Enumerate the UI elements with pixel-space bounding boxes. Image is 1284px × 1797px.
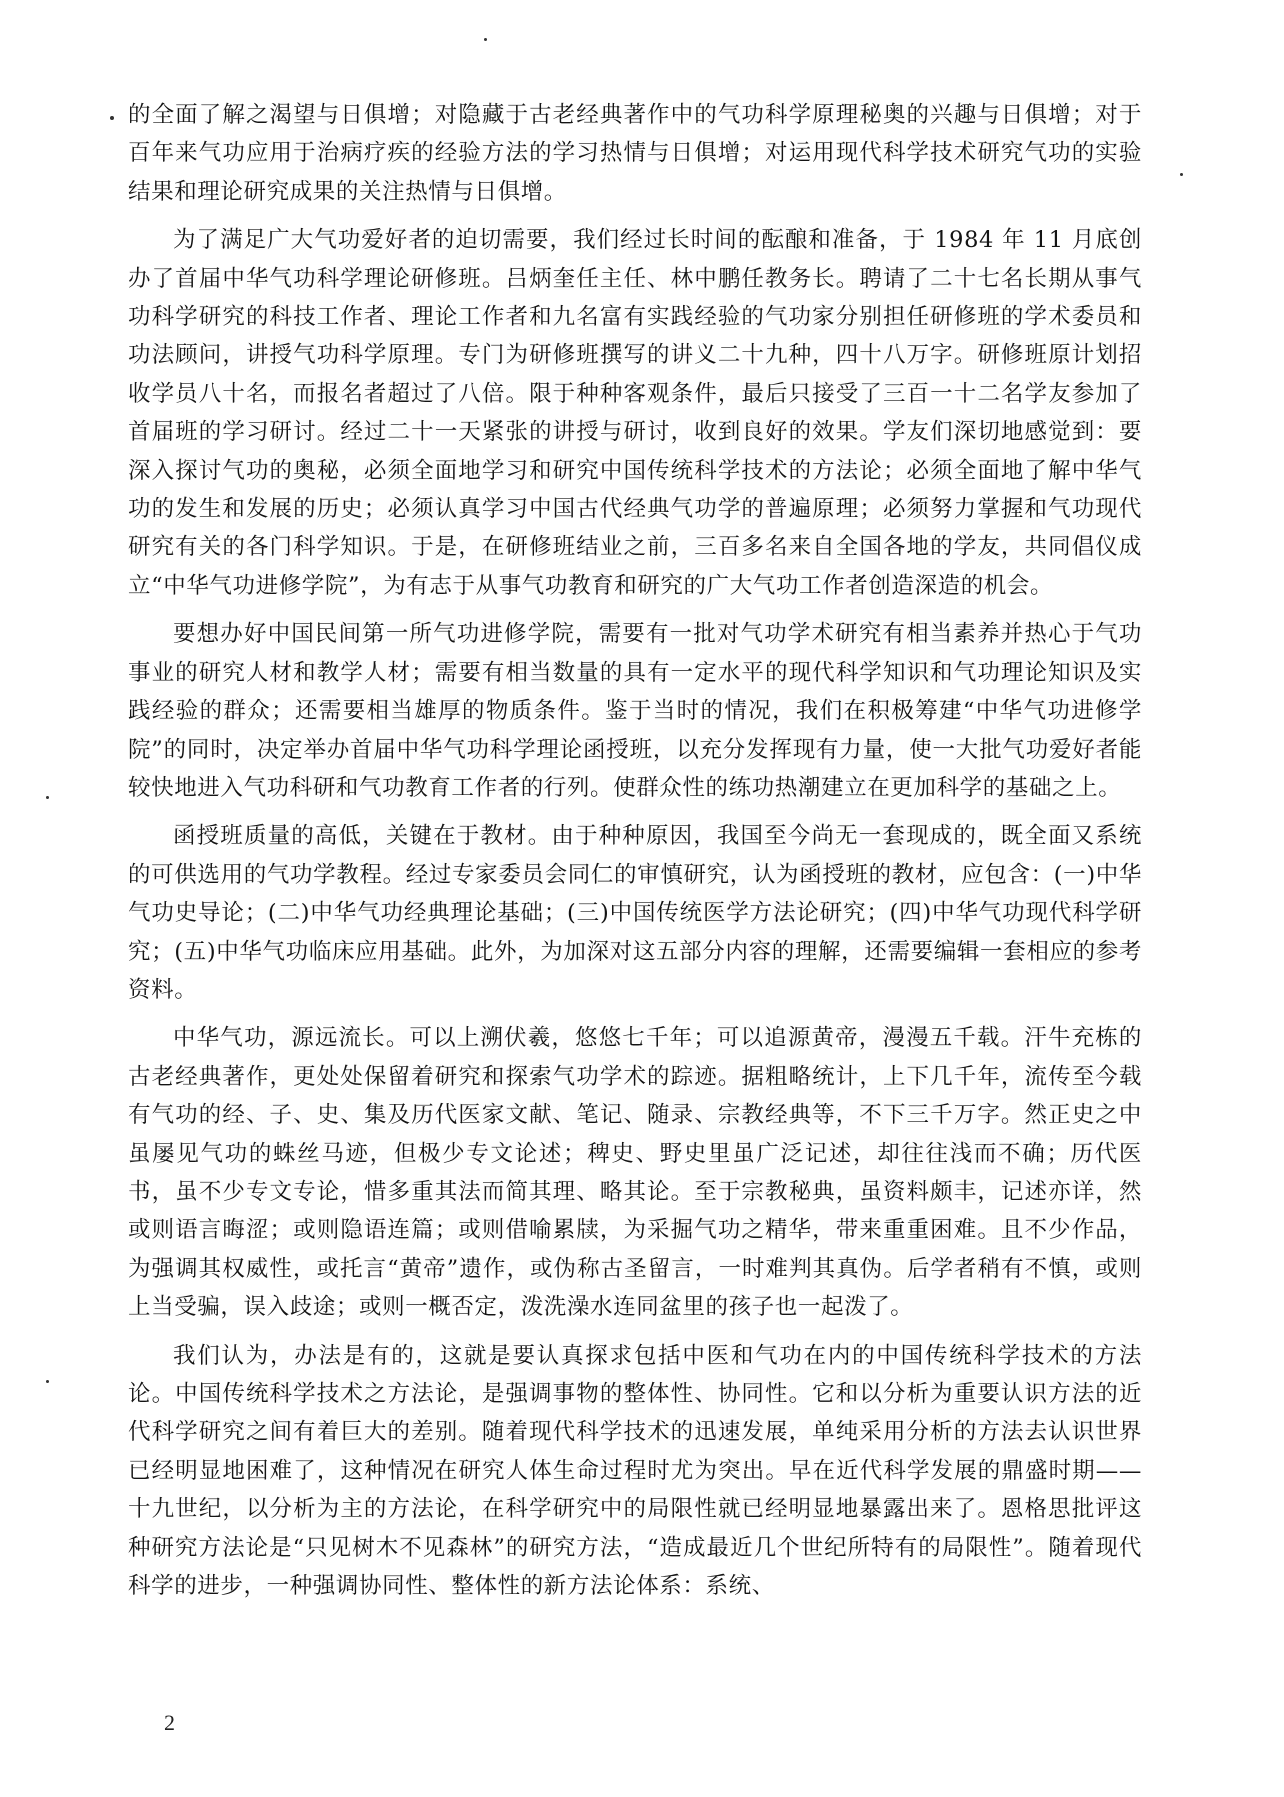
page-body: [128, 96, 1142, 1615]
scan-speck: [46, 1380, 49, 1383]
paragraph-2: 为了满足广大气功爱好者的迫切需要，我们经过长时间的酝酿和准备，于 1984 年 11 月底创办了首届中华气功科学理论研修班。吕炳奎任主任、林中鹏任教务长。聘请了二十七名长期从事气功科学研究的科技工作者、理论工作者和九名富有实践经验的气功家分别担任研修班的学术委员和功法顾问，讲授气功科学原理。专门为研修班撰写的讲义二十九种，四十八万字。研修班原计划招收学员八十名，而报名者超过了八倍。限于种种客观条件，最后只接受了三百一十二名学友参加了首届班的学习研讨。经过二十一天紧张的讲授与研讨，收到良好的效果。学友们深切地感觉到：要深入探讨气功的奥秘，必须全面地学习和研究中国传统科学技术的方法论；必须全面地了解中华气功的发生和发展的历史；必须认真学习中国古代经典气功学的普遍原理；必须努力掌握和气功现代研究有关的各门科学知识。于是，在研修班结业之前，三百多名来自全国各地的学友，共同倡仪成立“中华气功进修学院”，为有志于从事气功教育和研究的广大气功工作者创造深造的机会。: [128, 227, 1142, 599]
page-number: 2: [164, 1710, 175, 1735]
scan-speck: [1180, 173, 1183, 176]
paragraph-4: 函授班质量的高低，关键在于教材。由于种种原因，我国至今尚无一套现成的，既全面又系统的可供选用的气功学教程。经过专家委员会同仁的审慎研究，认为函授班的教材，应包含：(一)中华气功史导论；(二)中华气功经典理论基础；(三)中国传统医学方法论研究；(四)中华气功现代科学研究；(五)中华气功临床应用基础。此外，为加深对这五部分内容的理解，还需要编辑一套相应的参考资料。: [128, 823, 1142, 1003]
paragraph-3: 要想办好中国民间第一所气功进修学院，需要有一批对气功学术研究有相当素养并热心于气功事业的研究人材和教学人材；需要有相当数量的具有一定水平的现代科学知识和气功理论知识及实践经验的群众；还需要相当雄厚的物质条件。鉴于当时的情况，我们在积极筹建“中华气功进修学院”的同时，决定举办首届中华气功科学理论函授班，以充分发挥现有力量，使一大批气功爱好者能较快地进入气功科研和气功教育工作者的行列。使群众性的练功热潮建立在更加科学的基础之上。: [128, 621, 1142, 801]
scan-speck: [46, 796, 49, 799]
paragraph-6: 我们认为，办法是有的，这就是要认真探求包括中医和气功在内的中国传统科学技术的方法论。中国传统科学技术之方法论，是强调事物的整体性、协同性。它和以分析为重要认识方法的近代科学研究之间有着巨大的差别。随着现代科学技术的迅速发展，单纯采用分析的方法去认识世界已经明显地困难了，这种情况在研究人体生命过程时尤为突出。早在近代科学发展的鼎盛时期——十九世纪，以分析为主的方法论，在科学研究中的局限性就已经明显地暴露出来了。恩格思批评这种研究方法论是“只见树木不见森林”的研究方法，“造成最近几个世纪所特有的局限性”。随着现代科学的进步，一种强调协同性、整体性的新方法论体系：系统、: [128, 1342, 1142, 1600]
scan-speck: [110, 116, 114, 120]
scan-speck: [484, 38, 487, 41]
paragraph-1: 的全面了解之渴望与日俱增；对隐藏于古老经典著作中的气功科学原理秘奥的兴趣与日俱增；对于百年来气功应用于治病疗疾的经验方法的学习热情与日俱增；对运用现代科学技术研究气功的实验结果和理论研究成果的关注热情与日俱增。: [128, 102, 1142, 205]
paragraph-5: 中华气功，源远流长。可以上溯伏羲，悠悠七千年；可以追源黄帝，漫漫五千载。汗牛充栋的古老经典著作，更处处保留着研究和探索气功学术的踪迹。据粗略统计，上下几千年，流传至今载有气功的经、子、史、集及历代医家文献、笔记、随录、宗教经典等，不下三千万字。然正史之中虽屡见气功的蛛丝马迹，但极少专文论述；稗史、野史里虽广泛记述，却往往浅而不确；历代医书，虽不少专文专论，惜多重其法而简其理、略其论。至于宗教秘典，虽资料颇丰，记述亦详，然或则语言晦涩；或则隐语连篇；或则借喻累牍，为采掘气功之精华，带来重重困难。且不少作品，为强调其权威性，或托言“黄帝”遗作，或伪称古圣留言，一时难判其真伪。后学者稍有不慎，或则上当受骗，误入歧途；或则一概否定，泼洗澡水连同盆里的孩子也一起泼了。: [128, 1025, 1142, 1321]
